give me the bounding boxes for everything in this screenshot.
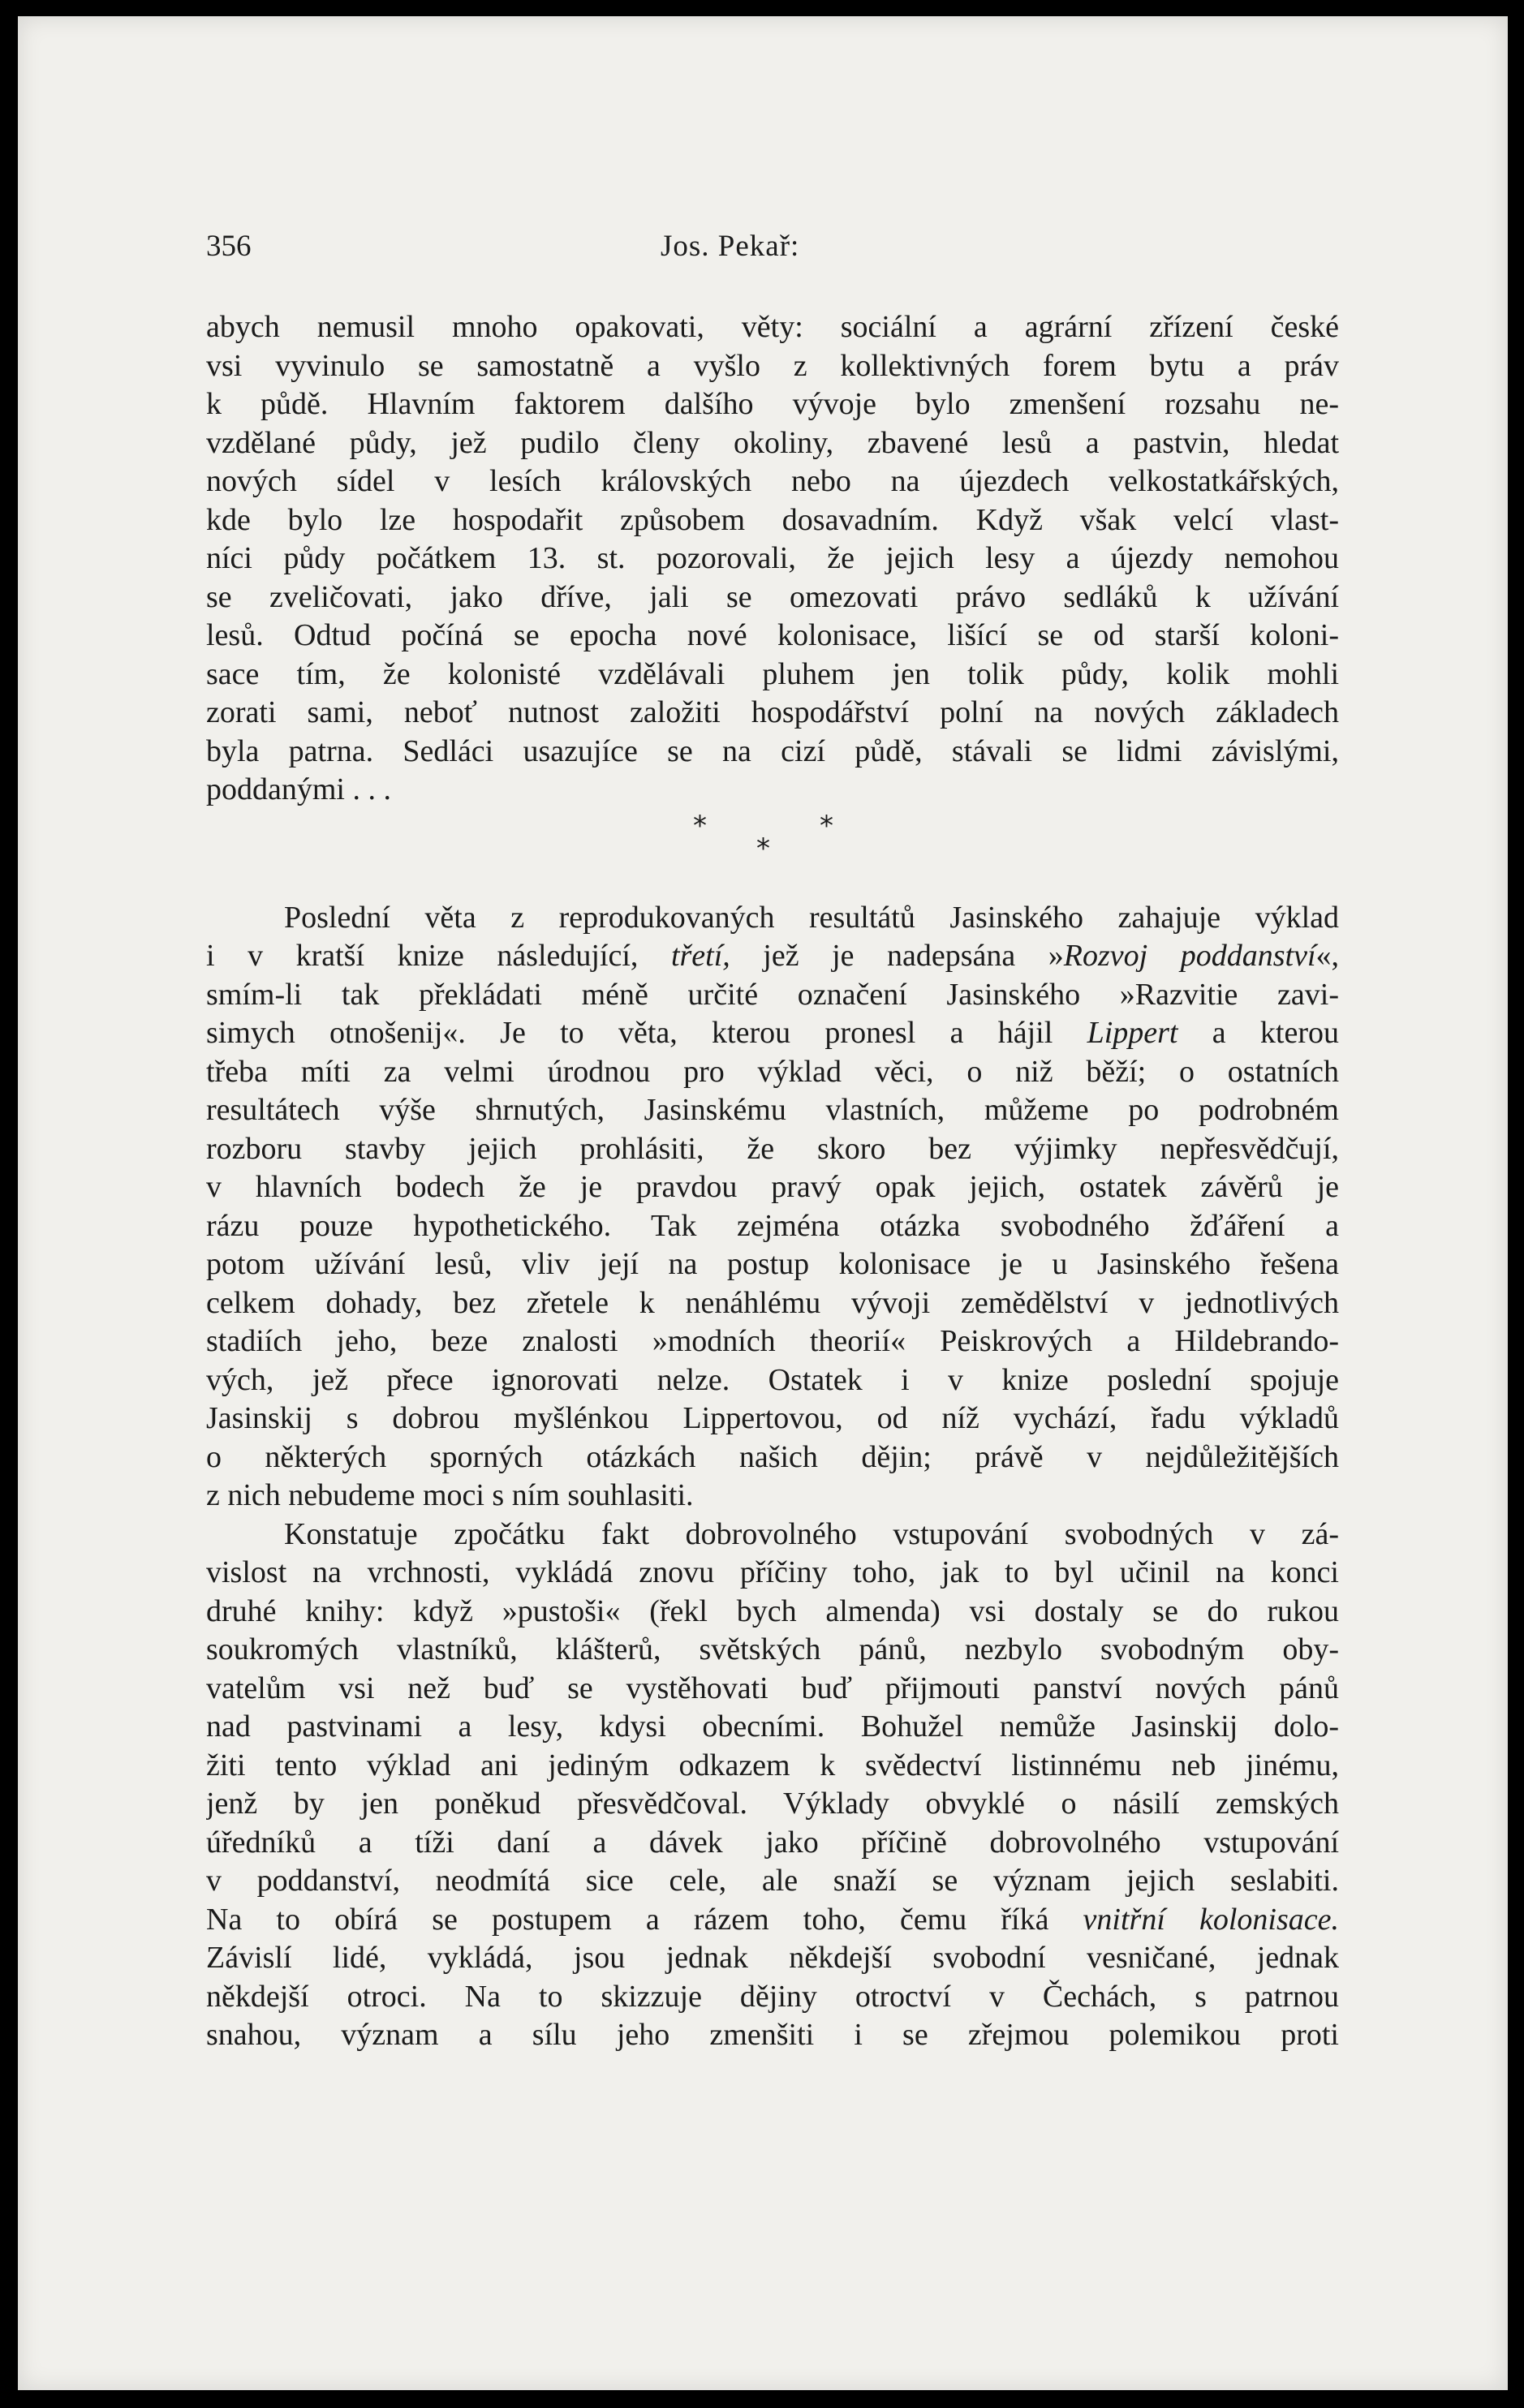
text-line: Poslední věta z reprodukovaných resultátů Jasinského zahajuje výklad [284, 900, 1339, 935]
text-line: v hlavních bodech že je pravdou pravý opak jejich, ostatek závěrů je [206, 1170, 1339, 1204]
text-line: k půdě. Hlavním faktorem dalšího vývoje bylo zmenšení rozsahu ne- [206, 387, 1339, 421]
text-line: Konstatuje zpočátku fakt dobrovolného vstupování svobodných v zá- [284, 1516, 1339, 1551]
paragraph-1 [206, 308, 1339, 810]
text-line: nových sídel v lesích královských nebo na újezdech velkostatkářských, [206, 464, 1339, 498]
italic-text: Lippert [1087, 1016, 1178, 1050]
text-line: o některých sporných otázkách našich dějin; právě v nejdůležitějších [206, 1439, 1339, 1474]
asterisk: * [693, 809, 707, 842]
running-head: Jos. Pekař: [661, 230, 800, 263]
text-line: rázu pouze hypothetického. Tak zejména otázka svobodného žďáření a [206, 1208, 1339, 1243]
text-line: z nich nebudeme moci s ním souhlasiti. [206, 1478, 694, 1512]
text-span: «, [1315, 939, 1339, 973]
italic-text: třetí, [670, 939, 730, 973]
text-line: zorati sami, neboť nutnost založiti hospodářství polní na nových základech [206, 695, 1339, 729]
body-text [206, 308, 1339, 2055]
text-line: smím-li tak překládati méně určité označení Jasinského »Razvitie zavi- [206, 977, 1339, 1012]
text-line: kde bylo lze hospodařit způsobem dosavadním. Když však velcí vlast- [206, 502, 1339, 537]
text-line: žiti tento výklad ani jediným odkazem k svědectví listinnému neb jinému, [206, 1748, 1339, 1782]
page-header [206, 229, 1339, 269]
text-line: v poddanství, neodmítá sice cele, ale snaží se význam jejich seslabiti. [206, 1864, 1339, 1898]
text-line: vsi vyvinulo se samostatně a vyšlo z kollektivných forem bytu a práv [206, 348, 1339, 383]
text-line: potom užívání lesů, vliv její na postup kolonisace je u Jasinského řešena [206, 1247, 1339, 1281]
text-line: Jasinskij s dobrou myšlénkou Lippertovou, od níž vychází, řadu výkladů [206, 1401, 1339, 1435]
text-line: vých, jež přece ignorovati nelze. Ostatek i v knize poslední spojuje [206, 1362, 1339, 1397]
text-span: a kterou [1177, 1016, 1339, 1050]
text-line: níci půdy počátkem 13. st. pozorovali, že jejich lesy a újezdy nemohou [206, 541, 1339, 575]
text-span: Na to obírá se postupem a rázem toho, čemu říká [206, 1902, 1083, 1937]
text-span: simych otnošenij«. Je to věta, kterou pronesl a hájil [206, 1016, 1087, 1050]
italic-text: vnitřní kolonisace. [1083, 1902, 1339, 1937]
text-line: byla patrna. Sedláci usazujíce se na cizí půdě, stávali se lidmi závislými, [206, 733, 1339, 768]
text-line: resultátech výše shrnutých, Jasinskému vlastních, můžeme po podrobném [206, 1093, 1339, 1127]
italic-text: Rozvoj poddanství [1063, 939, 1316, 973]
text-line: soukromých vlastníků, klášterů, světských pánů, nezbylo svobodným oby- [206, 1632, 1339, 1666]
text-line [206, 1014, 1339, 1053]
text-line: nad pastvinami a lesy, kdysi obecními. Bohužel nemůže Jasinskij dolo- [206, 1709, 1339, 1744]
paragraph-2 [206, 899, 1339, 1516]
text-line: sace tím, že kolonisté vzdělávali pluhem jen tolik půdy, kolik mohli [206, 656, 1339, 691]
text-line: se zveličovati, jako dříve, jali se omezovati právo sedláků k užívání [206, 579, 1339, 614]
text-line: někdejší otroci. Na to skizzuje dějiny otroctví v Čechách, s patrnou [206, 1979, 1339, 2014]
text-line: celkem dohady, bez zřetele k nenáhlému vývoji zemědělství v jednotlivých [206, 1285, 1339, 1320]
text-line: lesů. Odtud počíná se epocha nové kolonisace, lišící se od starší koloni- [206, 618, 1339, 652]
text-line: rozboru stavby jejich prohlásiti, že skoro bez výjimky nepřesvědčují, [206, 1131, 1339, 1166]
text-line: úředníků a tíži daní a dávek jako příčině dobrovolného vstupování [206, 1825, 1339, 1860]
text-span: jež je nadepsána » [730, 939, 1064, 973]
asterisk: * [756, 832, 770, 865]
text-line [206, 1901, 1339, 1940]
text-line: abych nemusil mnoho opakovati, věty: sociální a agrární zřízení české [206, 310, 1339, 344]
text-line: jenž by jen poněkud přesvědčoval. Výklady obvyklé o násilí zemských [206, 1787, 1339, 1821]
text-line: Závislí lidé, vykládá, jsou jednak někdejší svobodní vesničané, jednak [206, 1941, 1339, 1975]
text-line: poddanými . . . [206, 772, 391, 806]
text-line: druhé knihy: když »pustoši« (řekl bych almenda) vsi dostaly se do rukou [206, 1593, 1339, 1628]
text-line [206, 937, 1339, 976]
text-line: snahou, význam a sílu jeho zmenšiti i se zřejmou polemikou proti [206, 2018, 1339, 2052]
text-line: stadiích jeho, beze znalosti »modních theorií« Peiskrových a Hildebrando- [206, 1324, 1339, 1358]
text-line: vatelům vsi než buď se vystěhovati buď přijmouti panství nových pánů [206, 1671, 1339, 1705]
paragraph-3 [206, 1516, 1339, 2055]
text-line: třeba míti za velmi úrodnou pro výklad věci, o niž běží; o ostatních [206, 1054, 1339, 1089]
spacer [206, 875, 1339, 899]
text-line: vislost na vrchnosti, vykládá znovu příčiny toho, jak to byl učinil na konci [206, 1555, 1339, 1589]
text-span: i v kratší knize následující, [206, 939, 671, 973]
page-number: 356 [206, 230, 252, 263]
section-separator [206, 810, 1339, 875]
text-line: vzdělané půdy, jež pudilo členy okoliny, zbavené lesů a pastvin, hledat [206, 425, 1339, 460]
asterisk: * [820, 809, 833, 842]
